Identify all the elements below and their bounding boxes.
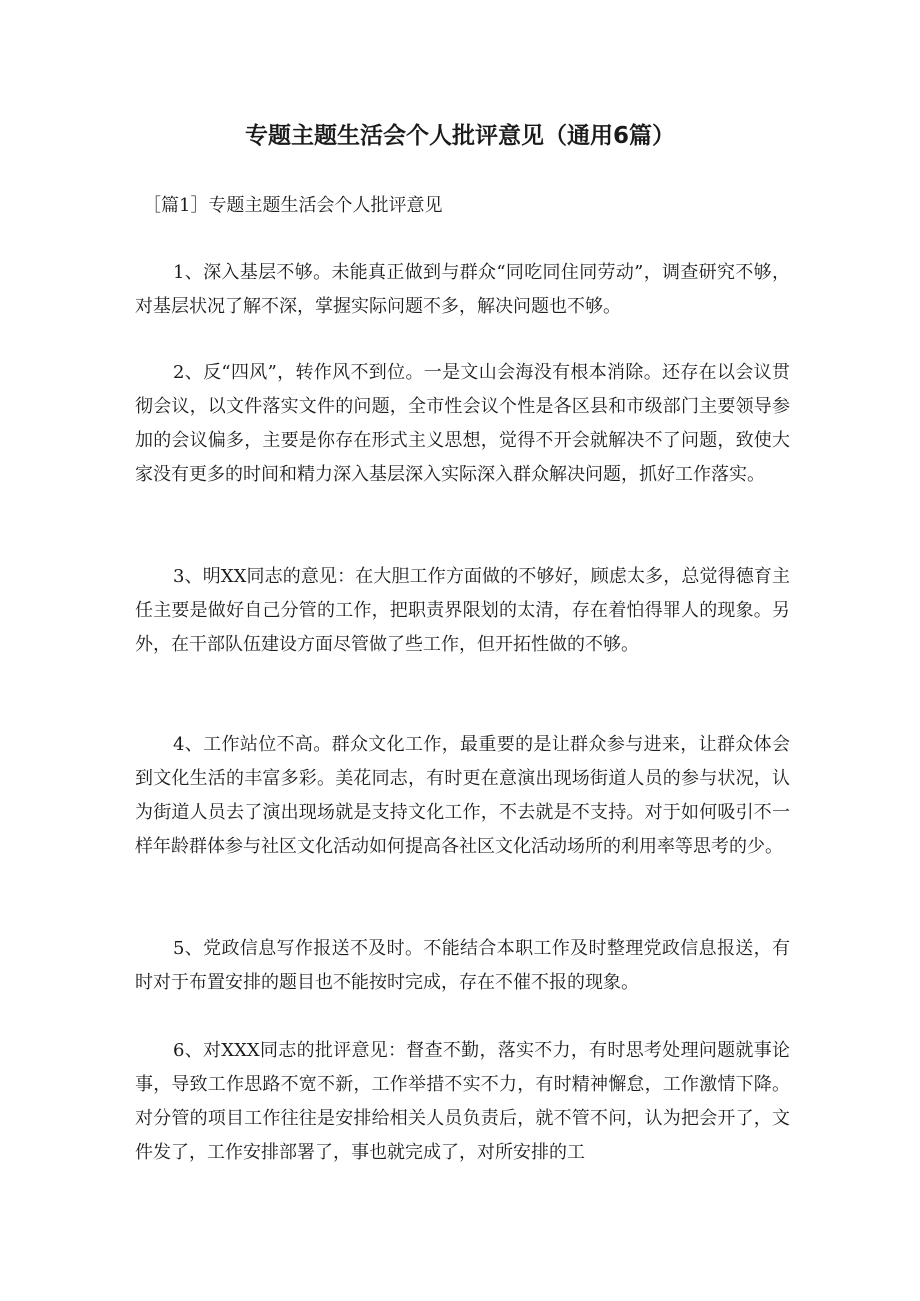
paragraph-2: 2、反“四风”，转作风不到位。一是文山会海没有根本消除。还存在以会议贯彻会议，以文件落实文件的问题，全市性会议个性是各区县和市级部门主要领导参加的会议偏多，主要是你存在形式主义思想，觉得不开会就解决不了问题，致使大家没有更多的时间和精力深入基层深入实际深入群众解决问题，抓好工作落实。: [135, 362, 790, 485]
paragraph-1: 1、深入基层不够。未能真正做到与群众“同吃同住同劳动”，调查研究不够，对基层状况了解不深，掌握实际问题不多，解决问题也不够。: [135, 262, 790, 317]
paragraph-6: 6、对XXX同志的批评意见：督查不勤，落实不力，有时思考处理问题就事论事，导致工作思路不宽不新，工作举措不实不力，有时精神懈怠，工作激情下降。对分管的项目工作往往是安排给相关人员负责后，就不管不问，认为把会开了，文件发了，工作安排部署了，事也就完成了，对所安排的工: [135, 1040, 790, 1163]
paragraph-3: 3、明XX同志的意见：在大胆工作方面做的不够好，顾虑太多，总觉得德育主任主要是做好自己分管的工作，把职责界限划的太清，存在着怕得罪人的现象。另外，在干部队伍建设方面尽管做了些工作，但开拓性做的不够。: [135, 566, 790, 655]
document-title: 专题主题生活会个人批评意见（通用6篇）: [244, 123, 675, 149]
paragraph-4: 4、工作站位不高。群众文化工作，最重要的是让群众参与进来，让群众体会到文化生活的丰富多彩。美花同志，有时更在意演出现场街道人员的参与状况，认为街道人员去了演出现场就是支持文化工作，不去就是不支持。对于如何吸引不一样年龄群体参与社区文化活动如何提高各社区文化活动场所的利用率等思考的少。: [135, 734, 790, 857]
section-heading: ［篇1］专题主题生活会个人批评意见: [143, 195, 443, 216]
paragraph-5: 5、党政信息写作报送不及时。不能结合本职工作及时整理党政信息报送，有时对于布置安排的题目也不能按时完成，存在不催不报的现象。: [135, 938, 790, 993]
